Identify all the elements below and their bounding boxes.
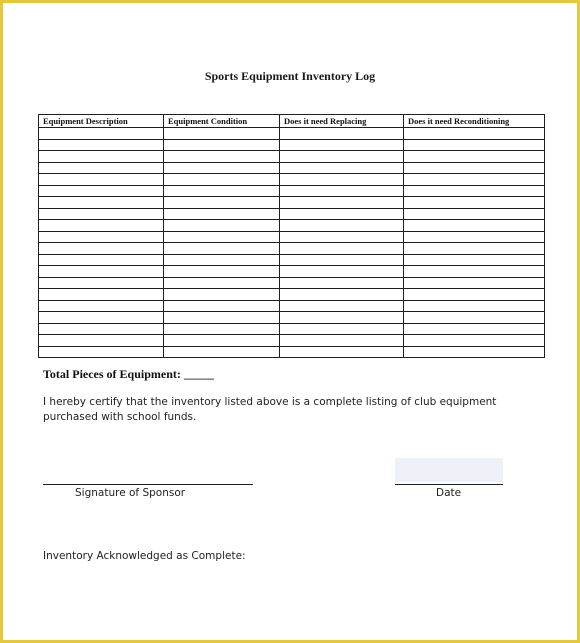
table-cell[interactable] — [164, 266, 280, 278]
table-cell[interactable] — [39, 162, 164, 174]
table-cell[interactable] — [280, 312, 404, 324]
table-cell[interactable] — [164, 197, 280, 209]
table-cell[interactable] — [39, 231, 164, 243]
table-row — [39, 185, 545, 197]
table-cell[interactable] — [404, 346, 545, 358]
table-cell[interactable] — [280, 139, 404, 151]
table-row — [39, 335, 545, 347]
table-row — [39, 277, 545, 289]
table-cell[interactable] — [164, 185, 280, 197]
table-cell[interactable] — [164, 151, 280, 163]
table-row — [39, 323, 545, 335]
table-row — [39, 208, 545, 220]
table-cell[interactable] — [39, 300, 164, 312]
table-cell[interactable] — [164, 162, 280, 174]
table-row — [39, 162, 545, 174]
table-cell[interactable] — [164, 335, 280, 347]
table-cell[interactable] — [404, 139, 545, 151]
table-cell[interactable] — [39, 208, 164, 220]
table-cell[interactable] — [164, 277, 280, 289]
table-body — [39, 128, 545, 358]
table-cell[interactable] — [164, 312, 280, 324]
sponsor-signature-line — [43, 484, 253, 485]
table-cell[interactable] — [39, 128, 164, 140]
inventory-table — [38, 114, 545, 358]
table-cell[interactable] — [280, 220, 404, 232]
table-cell[interactable] — [39, 277, 164, 289]
table-cell[interactable] — [164, 289, 280, 301]
table-cell[interactable] — [404, 243, 545, 255]
table-cell[interactable] — [164, 323, 280, 335]
table-cell[interactable] — [404, 208, 545, 220]
table-row — [39, 197, 545, 209]
signature-label: Signature of Sponsor — [75, 487, 186, 499]
table-row — [39, 266, 545, 278]
table-cell[interactable] — [39, 254, 164, 266]
table-cell[interactable] — [164, 139, 280, 151]
table-cell[interactable] — [280, 243, 404, 255]
table-cell[interactable] — [39, 139, 164, 151]
certification-text: I hereby certify that the inventory listed above is a complete listing of club equipment purchased with school funds. — [43, 396, 497, 423]
table-cell[interactable] — [404, 266, 545, 278]
table-cell[interactable] — [280, 266, 404, 278]
table-cell[interactable] — [39, 151, 164, 163]
table-cell[interactable] — [280, 323, 404, 335]
acknowledged-label: Inventory Acknowledged as Complete: — [43, 550, 246, 562]
column-header-condition: Equipment Condition — [164, 115, 280, 128]
column-header-reconditioning: Does it need Reconditioning — [404, 115, 545, 128]
table-cell[interactable] — [280, 289, 404, 301]
table-cell[interactable] — [280, 197, 404, 209]
table-row — [39, 300, 545, 312]
table-row — [39, 231, 545, 243]
table-row — [39, 254, 545, 266]
table-cell[interactable] — [164, 208, 280, 220]
table-cell[interactable] — [404, 277, 545, 289]
table-cell[interactable] — [280, 346, 404, 358]
table-cell[interactable] — [404, 231, 545, 243]
table-cell[interactable] — [39, 289, 164, 301]
table-cell[interactable] — [39, 243, 164, 255]
table-cell[interactable] — [280, 231, 404, 243]
table-cell[interactable] — [39, 174, 164, 186]
table-cell[interactable] — [39, 197, 164, 209]
table-cell[interactable] — [404, 162, 545, 174]
table-row — [39, 174, 545, 186]
table-row — [39, 151, 545, 163]
table-cell[interactable] — [280, 300, 404, 312]
date-label: Date — [436, 487, 462, 499]
table-cell[interactable] — [164, 220, 280, 232]
table-cell[interactable] — [404, 335, 545, 347]
table-cell[interactable] — [280, 335, 404, 347]
table-row — [39, 289, 545, 301]
table-cell[interactable] — [164, 300, 280, 312]
table-cell[interactable] — [280, 185, 404, 197]
table-cell[interactable] — [280, 174, 404, 186]
column-header-description: Equipment Description — [39, 115, 164, 128]
table-cell[interactable] — [404, 151, 545, 163]
table-cell[interactable] — [404, 197, 545, 209]
table-row — [39, 243, 545, 255]
table-cell[interactable] — [404, 174, 545, 186]
table-cell[interactable] — [404, 323, 545, 335]
table-cell[interactable] — [39, 266, 164, 278]
table-cell[interactable] — [164, 231, 280, 243]
table-cell[interactable] — [404, 220, 545, 232]
table-cell[interactable] — [164, 243, 280, 255]
table-cell[interactable] — [164, 128, 280, 140]
table-row — [39, 346, 545, 358]
table-cell[interactable] — [280, 254, 404, 266]
table-cell[interactable] — [164, 346, 280, 358]
table-cell[interactable] — [280, 128, 404, 140]
table-cell[interactable] — [404, 300, 545, 312]
date-line — [395, 484, 503, 485]
table-cell[interactable] — [164, 174, 280, 186]
table-cell[interactable] — [404, 254, 545, 266]
date-field[interactable] — [395, 458, 503, 482]
table-cell[interactable] — [39, 220, 164, 232]
table-cell[interactable] — [39, 335, 164, 347]
table-cell[interactable] — [280, 151, 404, 163]
total-pieces-label: Total Pieces of Equipment: _____ — [43, 367, 214, 381]
table-cell[interactable] — [404, 312, 545, 324]
column-header-replacing: Does it need Replacing — [280, 115, 404, 128]
table-row — [39, 312, 545, 324]
table-cell[interactable] — [39, 323, 164, 335]
table-cell[interactable] — [164, 254, 280, 266]
table-cell[interactable] — [280, 162, 404, 174]
table-cell[interactable] — [404, 185, 545, 197]
table-cell[interactable] — [39, 312, 164, 324]
table-row — [39, 220, 545, 232]
table-cell[interactable] — [280, 208, 404, 220]
table-cell[interactable] — [39, 346, 164, 358]
table-header-row — [39, 115, 545, 128]
table-cell[interactable] — [404, 289, 545, 301]
table-cell[interactable] — [39, 185, 164, 197]
table-row — [39, 128, 545, 140]
document-title: Sports Equipment Inventory Log — [204, 69, 376, 83]
table-row — [39, 139, 545, 151]
table-cell[interactable] — [404, 128, 545, 140]
table-cell[interactable] — [280, 277, 404, 289]
